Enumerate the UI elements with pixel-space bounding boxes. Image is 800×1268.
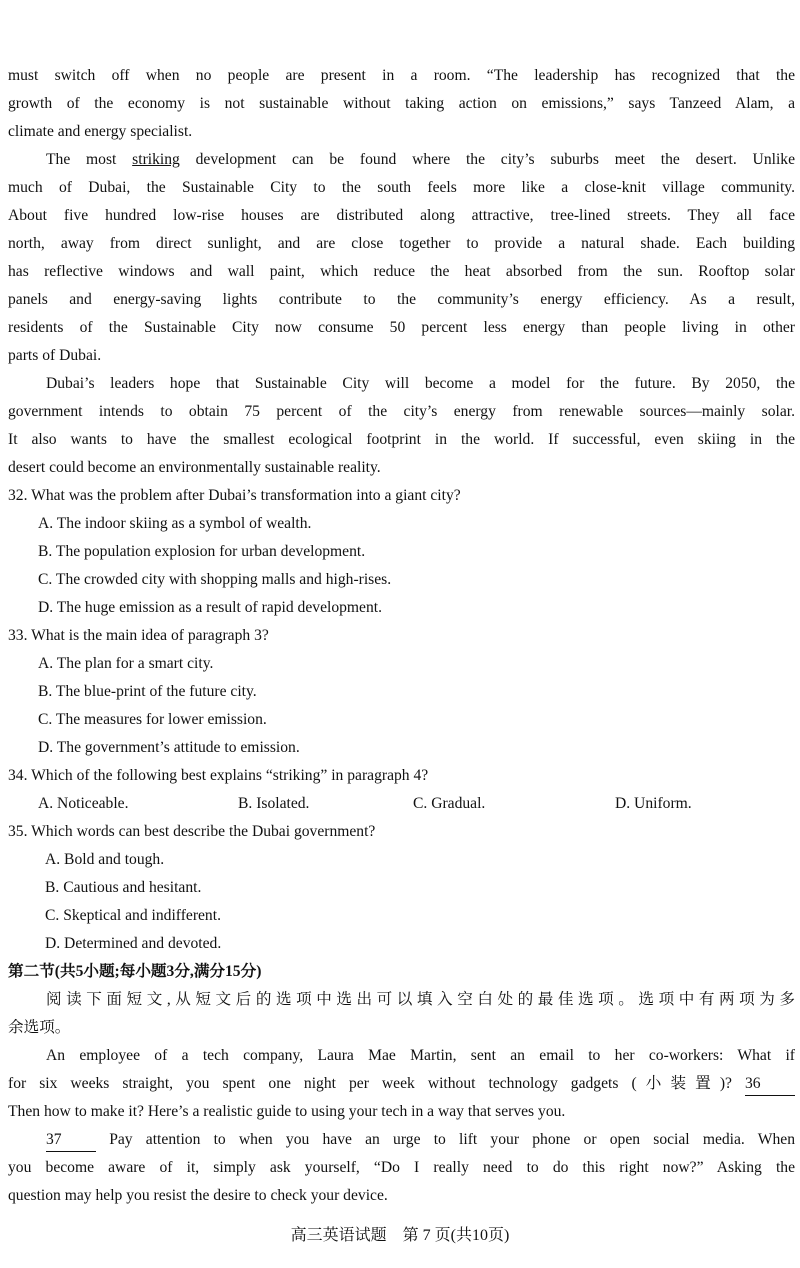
- option-c[interactable]: C. The crowded city with shopping malls and high-rises.: [38, 571, 392, 588]
- passage-line: [8, 62, 795, 90]
- text-run: 第二节(共5小题;每小题3分,满分15分): [8, 963, 262, 980]
- passage-line: [8, 202, 795, 230]
- text-run: 阅读下面短文,从短文后的选项中选出可以填入空白处的最佳选项。选项中有两项为多: [46, 991, 795, 1008]
- text-run: growth of the economy is not sustainable without taking action on emissions,” says Tanzeed Alam, a: [8, 95, 795, 112]
- option-b[interactable]: B. The blue-print of the future city.: [38, 683, 257, 700]
- section2-line: [8, 1014, 795, 1042]
- question-stem: 33. What is the main idea of paragraph 3?: [8, 627, 269, 644]
- text-run: panels and energy-saving lights contribute to the community’s energy efficiency. As a result,: [8, 291, 795, 308]
- passage-line: [8, 314, 795, 342]
- exam-page-body: [8, 62, 795, 1210]
- text-run: you become aware of it, simply ask yourself, “Do I really need to do this right now?” Asking the: [8, 1159, 795, 1176]
- text-run: An employee of a tech company, Laura Mae Martin, sent an email to her co-workers: What if: [46, 1047, 795, 1064]
- passage-line: [8, 258, 795, 286]
- option-d[interactable]: D. The government’s attitude to emission.: [38, 739, 300, 756]
- passage-line: [8, 426, 795, 454]
- section2-line: [8, 1182, 795, 1210]
- option-a[interactable]: A. Noticeable.: [38, 795, 129, 812]
- option-c[interactable]: C. Gradual.: [413, 795, 486, 812]
- option-d[interactable]: D. The huge emission as a result of rapid development.: [38, 599, 382, 616]
- question-stem: 32. What was the problem after Dubai’s transformation into a giant city?: [8, 487, 461, 504]
- text-run: question may help you resist the desire to check your device.: [8, 1187, 388, 1204]
- passage-line: [8, 370, 795, 398]
- text-run: government intends to obtain 75 percent of the city’s energy from renewable sources—mainly solar.: [8, 403, 795, 420]
- option-a[interactable]: A. The indoor skiing as a symbol of wealth.: [38, 515, 312, 532]
- option-c[interactable]: C. Skeptical and indifferent.: [45, 907, 221, 924]
- passage-line: [8, 146, 795, 174]
- text-run: north, away from direct sunlight, and are close together to provide a natural shade. Each building: [8, 235, 795, 252]
- option-b[interactable]: B. Cautious and hesitant.: [45, 879, 202, 896]
- answer-blank-37: 37: [46, 1129, 96, 1152]
- text-run: climate and energy specialist.: [8, 123, 193, 140]
- passage-line: [8, 342, 795, 370]
- passage-line: [8, 118, 795, 146]
- question-stem: 34. Which of the following best explains “striking” in paragraph 4?: [8, 767, 429, 784]
- answer-blank-36: 36: [745, 1073, 795, 1096]
- section2-line: [8, 1042, 795, 1070]
- passage-line: [8, 230, 795, 258]
- text-run: residents of the Sustainable City now consume 50 percent less energy than people living in other: [8, 319, 795, 336]
- option-d[interactable]: D. Uniform.: [615, 795, 692, 812]
- passage-line: [8, 90, 795, 118]
- question-options-row: [8, 790, 795, 818]
- option-b[interactable]: B. The population explosion for urban development.: [38, 543, 366, 560]
- section-heading: [8, 958, 795, 986]
- section2-line: [8, 986, 795, 1014]
- text-run: About five hundred low-rise houses are distributed along attractive, tree-lined streets. They all face: [8, 207, 795, 224]
- question-stem: 35. Which words can best describe the Dubai government?: [8, 823, 376, 840]
- text-run: much of Dubai, the Sustainable City to the south feels more like a close-knit village community.: [8, 179, 795, 196]
- option-d[interactable]: D. Determined and devoted.: [45, 935, 222, 952]
- passage-line: [8, 286, 795, 314]
- option-a[interactable]: A. The plan for a smart city.: [38, 655, 214, 672]
- section2-line: [8, 1070, 795, 1098]
- text-run: Then how to make it? Here’s a realistic guide to using your tech in a way that serves you.: [8, 1103, 566, 1120]
- section2-line: [8, 1154, 795, 1182]
- text-run: It also wants to have the smallest ecological footprint in the world. If successful, even skiing in the: [8, 431, 795, 448]
- text-run: parts of Dubai.: [8, 347, 102, 364]
- text-run: has reflective windows and wall paint, which reduce the heat absorbed from the sun. Rooftop solar: [8, 263, 795, 280]
- text-run: Pay attention to when you have an urge to lift your phone or open social media. When: [96, 1131, 795, 1148]
- text-run: 余选项。: [8, 1019, 71, 1036]
- page-footer: 高三英语试题 第 7 页(共10页): [290, 1227, 510, 1244]
- option-a[interactable]: A. Bold and tough.: [45, 851, 165, 868]
- text-run: for six weeks straight, you spent one night per week without technology gadgets (小装置)?: [8, 1075, 745, 1092]
- text-run: Dubai’s leaders hope that Sustainable City will become a model for the future. By 2050, the: [46, 375, 795, 392]
- text-run: desert could become an environmentally sustainable reality.: [8, 459, 381, 476]
- text-run: The most: [46, 151, 133, 168]
- passage-line: [8, 454, 795, 482]
- passage-line: [8, 398, 795, 426]
- section2-line: [8, 1126, 795, 1154]
- text-run: development can be found where the city’s suburbs meet the desert. Unlike: [179, 151, 795, 168]
- underlined-word: striking: [132, 151, 180, 168]
- option-c[interactable]: C. The measures for lower emission.: [38, 711, 267, 728]
- section2-line: [8, 1098, 795, 1126]
- passage-line: [8, 174, 795, 202]
- option-b[interactable]: B. Isolated.: [238, 795, 310, 812]
- text-run: must switch off when no people are present in a room. “The leadership has recognized that the: [8, 67, 795, 84]
